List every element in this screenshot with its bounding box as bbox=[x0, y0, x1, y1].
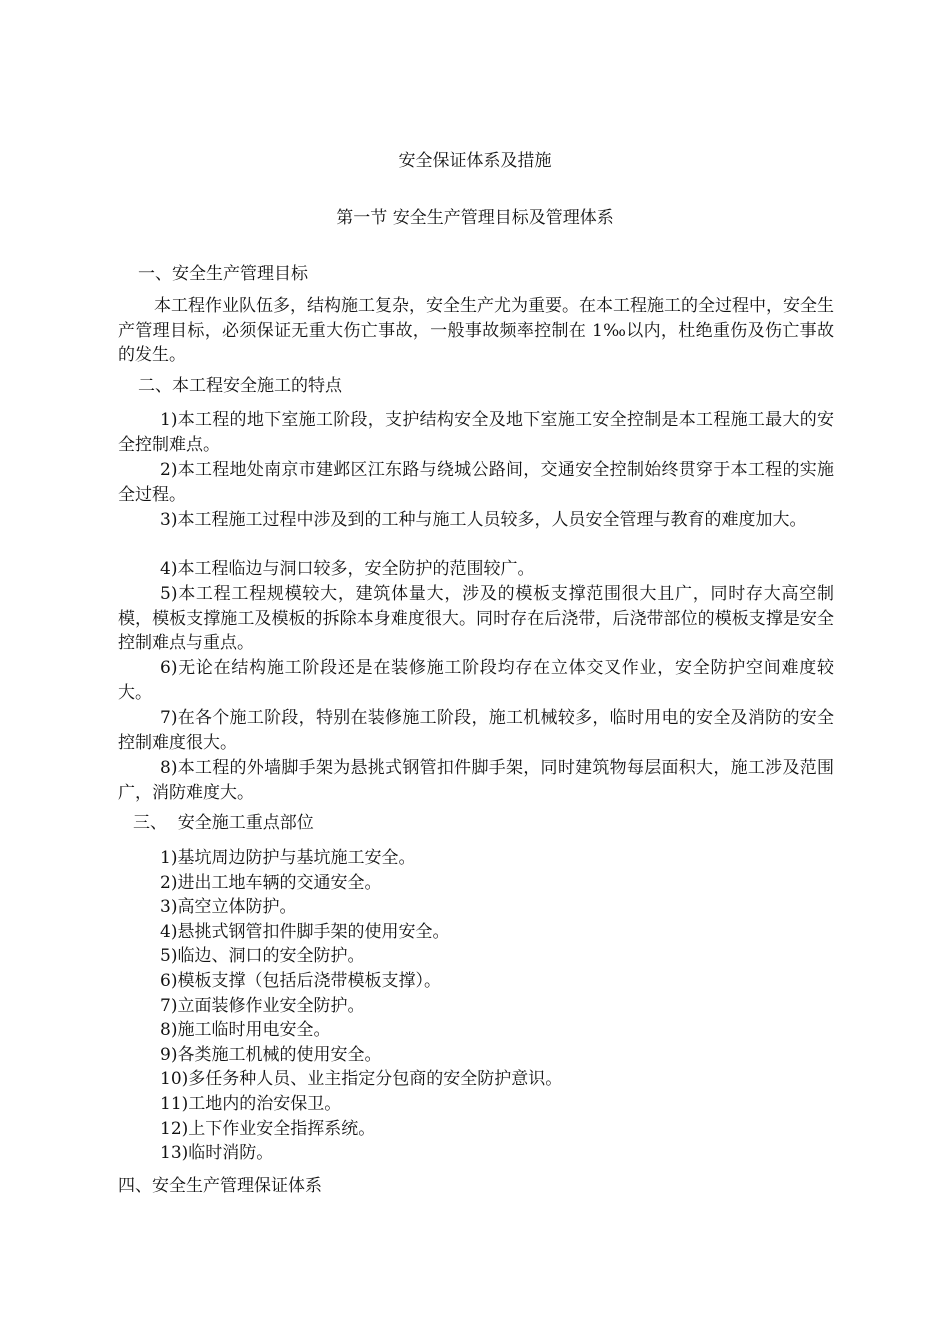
feature-item: 1)本工程的地下室施工阶段，支护结构安全及地下室施工安全控制是本工程施工最大的安全控制难点。 bbox=[118, 410, 834, 455]
keypoint-item: 9)各类施工机械的使用安全。 bbox=[160, 1044, 382, 1065]
keypoint-item: 10)多任务种人员、业主指定分包商的安全防护意识。 bbox=[160, 1069, 563, 1090]
heading-2: 二、本工程安全施工的特点 bbox=[138, 376, 342, 396]
heading-3: 三、 安全施工重点部位 bbox=[133, 813, 314, 833]
keypoint-item: 11)工地内的治安保卫。 bbox=[160, 1093, 342, 1114]
feature-item: 8)本工程的外墙脚手架为悬挑式钢管扣件脚手架，同时建筑物每层面积大，施工涉及范围广，消防难度大。 bbox=[118, 758, 834, 803]
paragraph-goal: 本工程作业队伍多，结构施工复杂，安全生产尤为重要。在本工程施工的全过程中，安全生产管理目标，必须保证无重大伤亡事故，一般事故频率控制在 1‰以内，杜绝重伤及伤亡事故的发生。 bbox=[118, 296, 834, 365]
keypoint-item: 8)施工临时用电安全。 bbox=[160, 1020, 331, 1041]
heading-4: 四、安全生产管理保证体系 bbox=[118, 1176, 322, 1196]
section-title: 第一节 安全生产管理目标及管理体系 bbox=[336, 208, 614, 228]
keypoint-item: 4)悬挑式钢管扣件脚手架的使用安全。 bbox=[160, 921, 450, 942]
keypoint-item: 7)立面装修作业安全防护。 bbox=[160, 995, 365, 1016]
keypoint-item: 1)基坑周边防护与基坑施工安全。 bbox=[160, 848, 416, 868]
feature-item: 2)本工程地处南京市建邺区江东路与绕城公路间，交通安全控制始终贯穿于本工程的实施全过程。 bbox=[118, 460, 834, 505]
keypoint-item: 6)模板支撑（包括后浇带模板支撑）。 bbox=[160, 970, 441, 991]
keypoint-item: 13)临时消防。 bbox=[160, 1143, 274, 1164]
keypoint-item: 3)高空立体防护。 bbox=[160, 897, 297, 918]
keypoint-list bbox=[160, 846, 562, 1166]
heading-1: 一、安全生产管理目标 bbox=[138, 264, 308, 284]
keypoint-item: 12)上下作业安全指挥系统。 bbox=[160, 1118, 376, 1139]
keypoint-item: 5)临边、洞口的安全防护。 bbox=[160, 946, 365, 967]
feature-item: 7)在各个施工阶段，特别在装修施工阶段，施工机械较多，临时用电的安全及消防的安全控制难度很大。 bbox=[118, 708, 834, 753]
document-title: 安全保证体系及措施 bbox=[398, 151, 552, 171]
feature-item: 3)本工程施工过程中涉及到的工种与施工人员较多，人员安全管理与教育的难度加大。 bbox=[160, 510, 807, 530]
feature-item: 5)本工程工程规模较大，建筑体量大，涉及的模板支撑范围很大且广，同时存大高空制模，模板支撑施工及模板的拆除本身难度很大。同时存在后浇带，后浇带部位的模板支撑是安全控制难点与重点。 bbox=[118, 584, 834, 653]
keypoint-item: 2)进出工地车辆的交通安全。 bbox=[160, 872, 382, 893]
feature-item: 4)本工程临边与洞口较多，安全防护的范围较广。 bbox=[160, 559, 535, 579]
feature-item: 6)无论在结构施工阶段还是在装修施工阶段均存在立体交叉作业，安全防护空间难度较大。 bbox=[118, 658, 834, 703]
